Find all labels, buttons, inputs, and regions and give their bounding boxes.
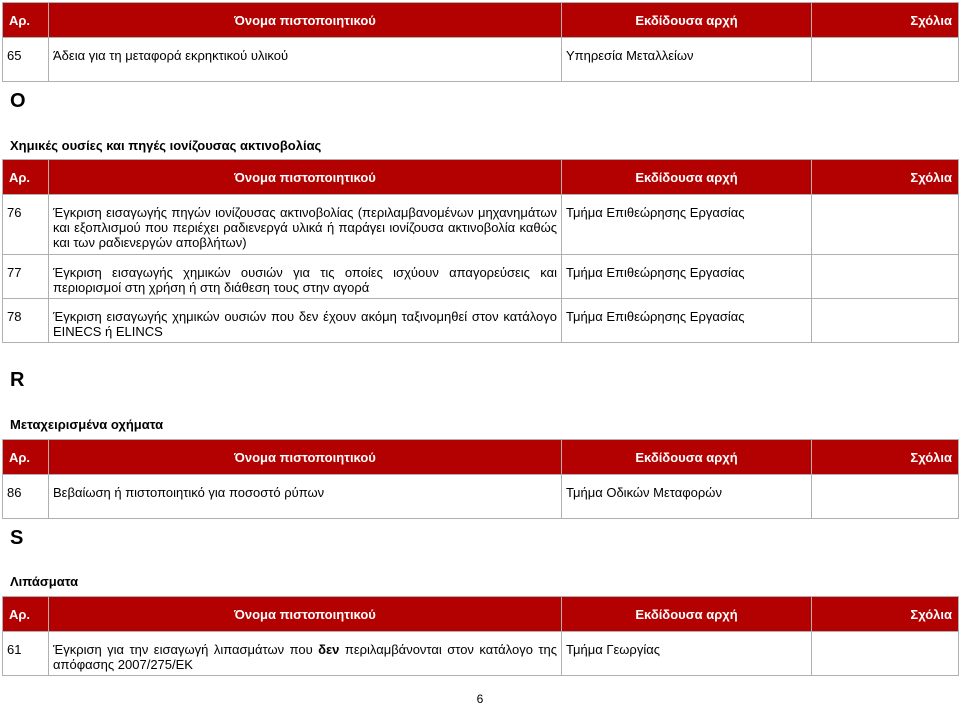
row-authority: Τμήμα Οδικών Μεταφορών [562,475,812,519]
certificates-table-s [2,596,959,676]
section-letter-o: O [10,90,26,112]
row-name: Έγκριση εισαγωγής πηγών ιονίζουσας ακτινοβολίας (περιλαμβανομένων μηχανημάτων και εξοπλισμού που περιέχει ραδιενεργά υλικά ή παράγει ιονίζουσα ακτινοβολία καθώς και των ραδιενεργών αποβλήτων) [49,195,562,255]
table-row [3,195,959,255]
table-row [3,38,959,82]
row-notes [812,299,959,343]
table-row [3,255,959,299]
row-notes [812,38,959,82]
header-authority: Εκδίδουσα αρχή [562,160,812,195]
header-authority: Εκδίδουσα αρχή [562,440,812,475]
section-title-r: Μεταχειρισμένα οχήματα [10,417,164,432]
header-num: Αρ. [3,3,49,38]
row-notes [812,475,959,519]
certificates-table-o [2,159,959,343]
header-num: Αρ. [3,440,49,475]
certificates-table-r [2,439,959,519]
header-name: Όνομα πιστοποιητικού [49,440,562,475]
row-num: 78 [3,299,49,343]
row-num: 65 [3,38,49,82]
section-title-o: Χημικές ουσίες και πηγές ιονίζουσας ακτινοβολίας [10,138,322,153]
row-num: 76 [3,195,49,255]
row-authority: Τμήμα Γεωργίας [562,632,812,676]
row-num: 61 [3,632,49,676]
header-authority: Εκδίδουσα αρχή [562,597,812,632]
row-name-text: Έγκριση για την εισαγωγή λιπασμάτων που [53,642,319,657]
page-number: 6 [476,692,484,706]
section-letter-r: R [10,369,25,391]
header-name: Όνομα πιστοποιητικού [49,597,562,632]
header-notes: Σχόλια [812,160,959,195]
row-authority: Τμήμα Επιθεώρησης Εργασίας [562,195,812,255]
row-notes [812,255,959,299]
row-num: 86 [3,475,49,519]
certificates-table-top [2,2,959,82]
row-authority: Υπηρεσία Μεταλλείων [562,38,812,82]
header-num: Αρ. [3,160,49,195]
row-name: Έγκριση εισαγωγής χημικών ουσιών που δεν έχουν ακόμη ταξινομηθεί στον κατάλογο EINECS ή ELINCS [49,299,562,343]
table-header-row [3,440,959,475]
row-notes [812,195,959,255]
header-notes: Σχόλια [812,440,959,475]
section-letter-s: S [10,527,24,549]
row-notes [812,632,959,676]
row-authority: Τμήμα Επιθεώρησης Εργασίας [562,299,812,343]
row-name-emphasis: δεν [318,642,340,657]
table-header-row [3,160,959,195]
table-row [3,632,959,676]
table-row [3,299,959,343]
section-title-s: Λιπάσματα [10,574,79,589]
header-num: Αρ. [3,597,49,632]
header-name: Όνομα πιστοποιητικού [49,160,562,195]
row-name: Βεβαίωση ή πιστοποιητικό για ποσοστό ρύπων [49,475,562,519]
row-name: Άδεια για τη μεταφορά εκρηκτικού υλικού [49,38,562,82]
table-header-row [3,597,959,632]
header-notes: Σχόλια [812,597,959,632]
row-num: 77 [3,255,49,299]
table-header-row [3,3,959,38]
row-name [49,632,562,676]
row-authority: Τμήμα Επιθεώρησης Εργασίας [562,255,812,299]
header-notes: Σχόλια [812,3,959,38]
row-name: Έγκριση εισαγωγής χημικών ουσιών για τις οποίες ισχύουν απαγορεύσεις και περιορισμοί στη χρήση ή στη διάθεση τους στην αγορά [49,255,562,299]
table-row [3,475,959,519]
header-name: Όνομα πιστοποιητικού [49,3,562,38]
row-name-text: περιλαμβάνονται στον κατάλογο της απόφασης 2007/275/ΕΚ [53,642,557,672]
header-authority: Εκδίδουσα αρχή [562,3,812,38]
